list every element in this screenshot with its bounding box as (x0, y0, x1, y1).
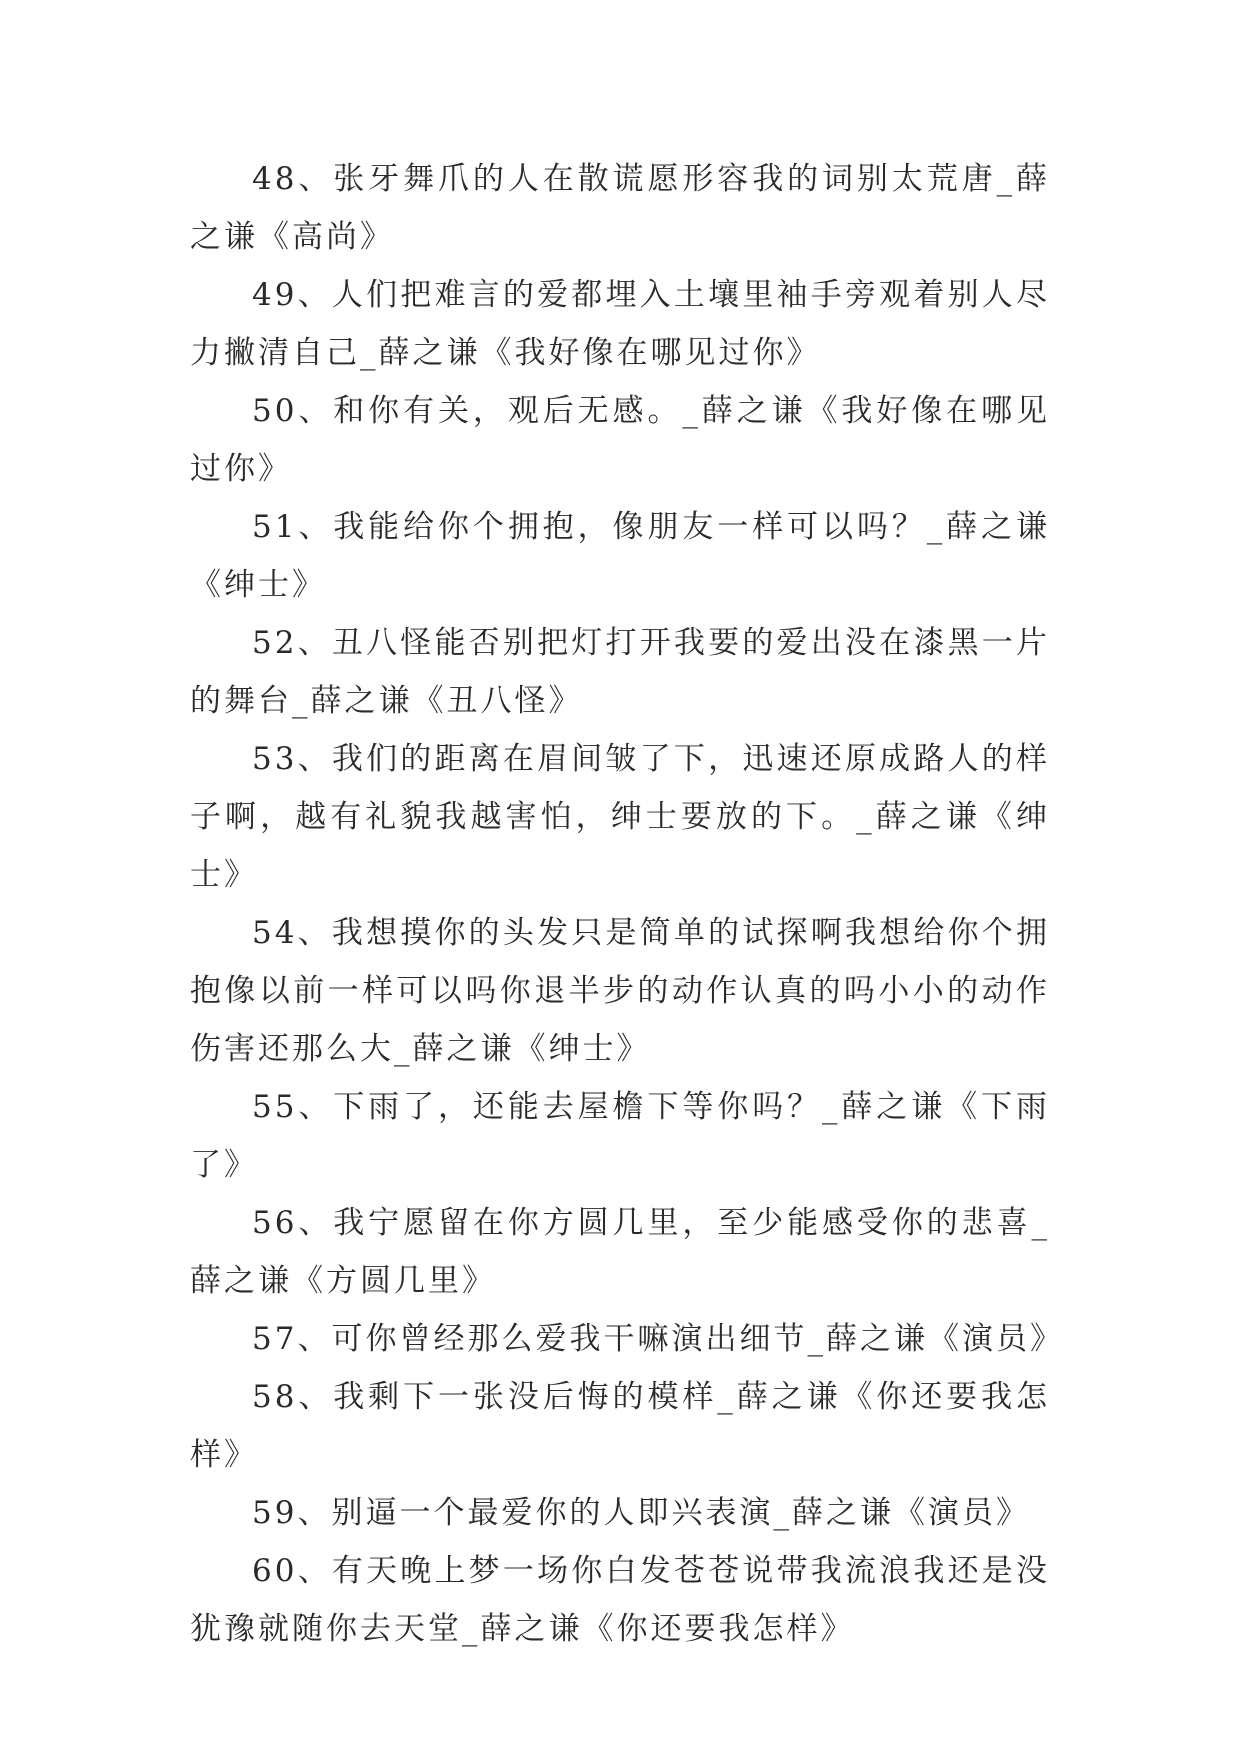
quote-item-59: 59、别逼一个最爱你的人即兴表演_薛之谦《演员》 (252, 1495, 1030, 1531)
quote-item-50: 50、和你有关，观后无感。_薛之谦《我好像在哪见过你》 (190, 393, 1050, 487)
quote-item-55: 55、下雨了，还能去屋檐下等你吗？_薛之谦《下雨了》 (190, 1089, 1050, 1183)
quote-item-54: 54、我想摸你的头发只是简单的试探啊我想给你个拥抱像以前一样可以吗你退半步的动作认真的吗小小的动作伤害还那么大_薛之谦《绅士》 (190, 915, 1050, 1067)
quote-item-56: 56、我宁愿留在你方圆几里，至少能感受你的悲喜_薛之谦《方圆几里》 (190, 1205, 1050, 1299)
quote-item-51: 51、我能给你个拥抱，像朋友一样可以吗？_薛之谦《绅士》 (190, 509, 1050, 603)
quote-item-57: 57、可你曾经那么爱我干嘛演出细节_薛之谦《演员》 (252, 1321, 1064, 1357)
quote-item-60: 60、有天晚上梦一场你白发苍苍说带我流浪我还是没犹豫就随你去天堂_薛之谦《你还要我怎样》 (190, 1553, 1050, 1647)
quote-item-49: 49、人们把难言的爱都埋入土壤里袖手旁观着别人尽力撇清自己_薛之谦《我好像在哪见过你》 (190, 277, 1050, 371)
quote-item-48: 48、张牙舞爪的人在散谎愿形容我的词别太荒唐_薛之谦《高尚》 (190, 161, 1050, 255)
quote-item-53: 53、我们的距离在眉间皱了下，迅速还原成路人的样子啊，越有礼貌我越害怕，绅士要放的下。_薛之谦《绅士》 (190, 741, 1050, 893)
document-body (190, 150, 1064, 1658)
quote-item-58: 58、我剩下一张没后悔的模样_薛之谦《你还要我怎样》 (190, 1379, 1050, 1473)
quote-item-52: 52、丑八怪能否别把灯打开我要的爱出没在漆黑一片的舞台_薛之谦《丑八怪》 (190, 625, 1050, 719)
